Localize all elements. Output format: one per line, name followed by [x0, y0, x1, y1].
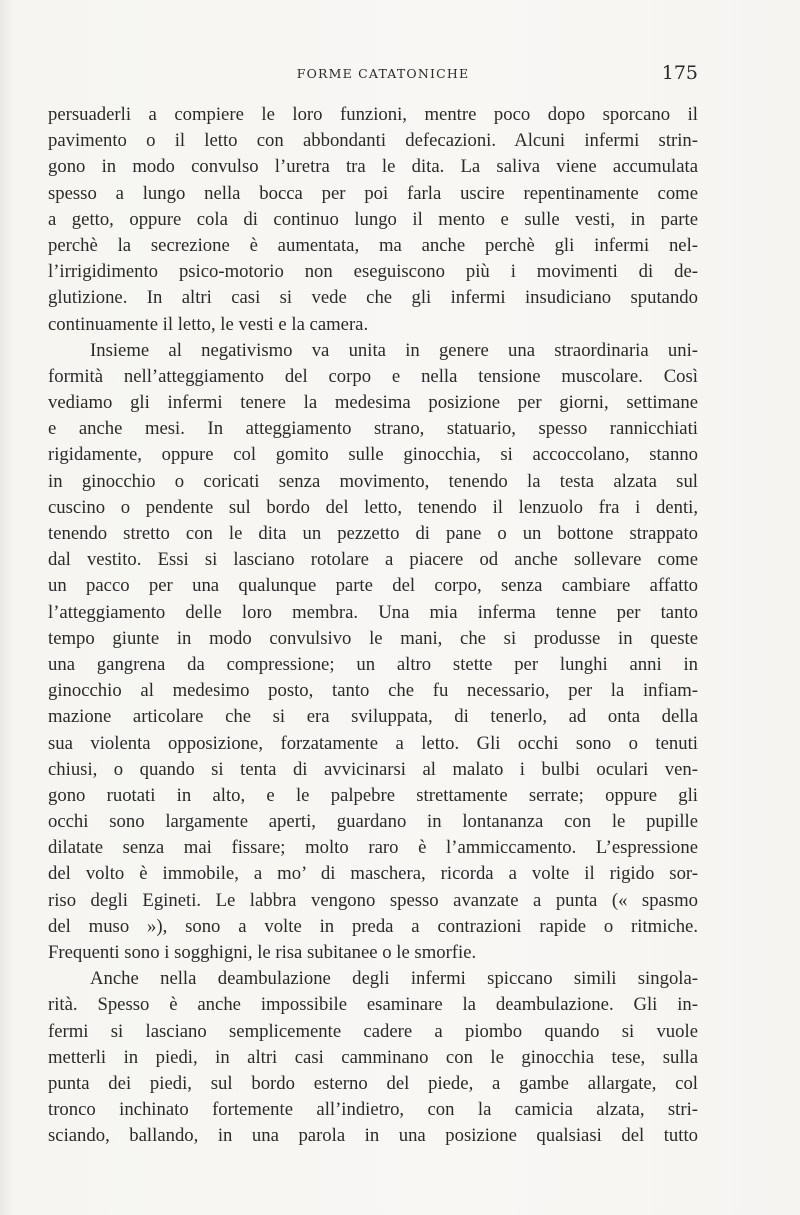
text-line: metterli in piedi, in altri casi camminano con le ginocchia tese, sulla [48, 1046, 698, 1068]
text-line: tenendo stretto con le dita un pezzetto di pane o un bottone strappato [48, 523, 698, 544]
text-line: a getto, oppure cola di continuo lungo il mento e sulle vesti, in parte [48, 208, 698, 230]
text-line: del volto è immobile, a mo’ di maschera, ricorda a volte il rigido sor- [48, 863, 698, 885]
text-line: rigidamente, oppure col gomito sulle ginocchia, si accoccolano, stanno [48, 444, 698, 466]
text-line: ginocchio al medesimo posto, tanto che fu necessario, per la infiam- [48, 680, 698, 702]
text-line: l’irrigidimento psico-motorio non eseguiscono più i movimenti di de- [48, 261, 698, 283]
text-line: rità. Spesso è anche impossibile esaminare la deambulazione. Gli in- [48, 994, 698, 1016]
text-line: sua violenta opposizione, forzatamente a letto. Gli occhi sono o tenuti [48, 732, 698, 754]
text-line: gono in modo convulso l’uretra tra le dita. La saliva viene accumulata [48, 156, 698, 178]
text-line: punta dei piedi, sul bordo esterno del piede, a gambe allargate, col [48, 1072, 698, 1094]
text-line: formità nell’atteggiamento del corpo e nella tensione muscolare. Così [48, 365, 698, 387]
text-line: del muso »), sono a volte in preda a contrazioni rapide o ritmiche. [48, 915, 698, 937]
text-line: in ginocchio o coricati senza movimento, tenendo la testa alzata sul [48, 470, 698, 492]
text-line: un pacco per una qualunque parte del corpo, senza cambiare affatto [48, 575, 698, 597]
text-line: Frequenti sono i sogghigni, le risa subitanee o le smorfie. [48, 942, 477, 963]
text-line: occhi sono largamente aperti, guardano in lontananza con le pupille [48, 811, 698, 833]
text-line: fermi si lasciano semplicemente cadere a piombo quando si vuole [48, 1020, 698, 1042]
text-line: vediamo gli infermi tenere la medesima posizione per giorni, settimane [48, 392, 698, 414]
text-line: spesso a lungo nella bocca per poi farla uscire repentinamente come [48, 182, 698, 204]
text-line: e anche mesi. In atteggiamento strano, statuario, spesso rannicchiati [48, 418, 698, 440]
text-line: continuamente il letto, le vesti e la camera. [48, 313, 369, 335]
text-line: Insieme al negativismo va unita in genere una straordinaria uni- [90, 339, 698, 361]
text-line: dilatate senza mai fissare; molto raro è l’ammiccamento. L’espressione [48, 837, 698, 859]
text-line: pavimento o il letto con abbondanti defecazioni. Alcuni infermi strin- [48, 130, 698, 152]
page-header [48, 62, 698, 92]
text-line: perchè la secrezione è aumentata, ma anche perchè gli infermi nel- [48, 234, 698, 256]
text-line: Anche nella deambulazione degli infermi spiccano simili singola- [90, 968, 698, 990]
page-number: 175 [661, 62, 698, 84]
text-line: tronco inchinato fortemente all’indietro, con la camicia alzata, stri- [48, 1099, 698, 1121]
text-line: sciando, ballando, in una parola in una posizione qualsiasi del tutto [48, 1125, 698, 1147]
text-line: chiusi, o quando si tenta di avvicinarsi al malato i bulbi oculari ven- [48, 758, 698, 780]
running-title: FORME CATATONICHE [296, 66, 470, 81]
text-line: una gangrena da compressione; un altro stette per lunghi anni in [48, 653, 698, 675]
text-line: cuscino o pendente sul bordo del letto, tenendo il lenzuolo fra i denti, [48, 496, 698, 518]
text-line: riso degli Egineti. Le labbra vengono spesso avanzate a punta (« spasmo [48, 889, 698, 911]
page-body [48, 102, 698, 1150]
text-line: mazione articolare che si era sviluppata, di tenerlo, ad onta della [48, 706, 698, 728]
text-line: persuaderli a compiere le loro funzioni, mentre poco dopo sporcano il [48, 104, 698, 125]
text-line: glutizione. In altri casi si vede che gli infermi insudiciano sputando [48, 287, 698, 309]
text-line: dal vestito. Essi si lasciano rotolare a piacere od anche sollevare come [48, 549, 698, 571]
text-line: gono ruotati in alto, e le palpebre strettamente serrate; oppure gli [48, 784, 698, 806]
text-line: tempo giunte in modo convulsivo le mani, che si produsse in queste [48, 627, 698, 649]
text-line: l’atteggiamento delle loro membra. Una mia inferma tenne per tanto [48, 601, 698, 623]
